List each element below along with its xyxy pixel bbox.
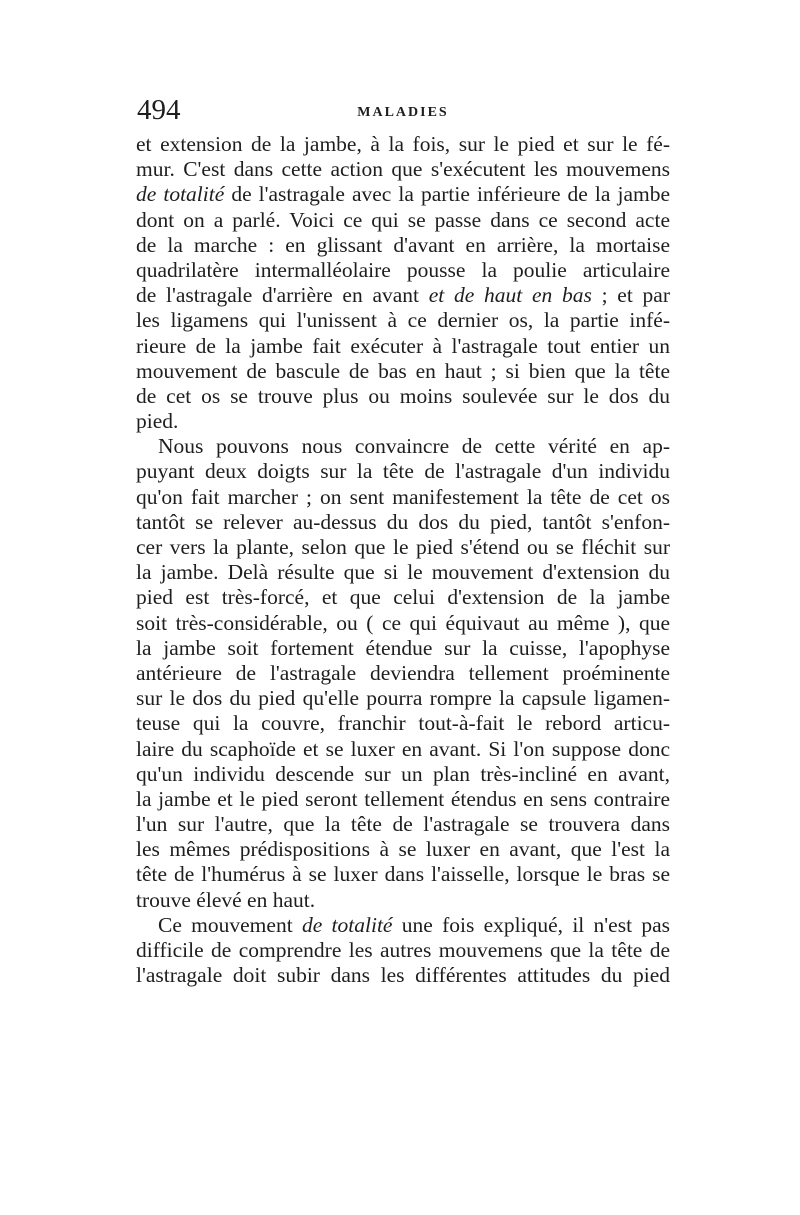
text-line: tantôt se relever au-dessus du dos du pied, tantôt s'enfon-: [136, 509, 670, 534]
text-line: de totalité de l'astragale avec la partie inférieure de la jambe: [136, 182, 670, 207]
text-line: qu'un individu descende sur un plan très-incliné en avant,: [136, 761, 670, 786]
text-line: l'astragale doit subir dans les différentes attitudes du pied: [136, 963, 670, 988]
text-line: les mêmes prédispositions à se luxer en avant, que l'est la: [136, 837, 670, 862]
text-line: et extension de la jambe, à la fois, sur le pied et sur le fé-: [136, 132, 670, 156]
text-line: Ce mouvement de totalité une fois expliqué, il n'est pas: [158, 912, 670, 937]
text-line: quadrilatère intermalléolaire pousse la poulie articulaire: [136, 257, 670, 282]
body-text: [136, 132, 670, 988]
text-line: tête de l'humérus à se luxer dans l'aisselle, lorsque le bras se: [136, 862, 670, 887]
text-line: la jambe et le pied seront tellement étendus en sens contraire: [136, 786, 670, 811]
text-line: dont on a parlé. Voici ce qui se passe dans ce second acte: [136, 207, 670, 232]
text-line: de cet os se trouve plus ou moins soulevée sur le dos du: [136, 383, 670, 408]
text-line: qu'on fait marcher ; on sent manifestement la tête de cet os: [136, 484, 670, 509]
paragraph-3: [136, 913, 670, 989]
text-line: mouvement de bascule de bas en haut ; si bien que la tête: [136, 358, 670, 383]
text-line: trouve élevé en haut.: [136, 887, 316, 912]
text-line: les ligamens qui l'unissent à ce dernier os, la partie infé-: [136, 308, 670, 333]
text-line: Nous pouvons nous convaincre de cette vérité en ap-: [158, 434, 670, 459]
text-line: pied.: [136, 409, 179, 434]
text-line: difficile de comprendre les autres mouvemens que la tête de: [136, 938, 670, 962]
text-line: sur le dos du pied qu'elle pourra rompre la capsule ligamen-: [136, 686, 670, 711]
text-line: la jambe. Delà résulte que si le mouvement d'extension du: [136, 560, 670, 585]
text-line: pied est très-forcé, et que celui d'extension de la jambe: [136, 585, 670, 610]
text-line: de l'astragale d'arrière en avant et de haut en bas ; et par: [136, 283, 670, 308]
text-line: puyant deux doigts sur la tête de l'astragale d'un individu: [136, 459, 670, 484]
text-line: de la marche : en glissant d'avant en arrière, la mortaise: [136, 232, 670, 257]
text-line: laire du scaphoïde et se luxer en avant. Si l'on suppose donc: [136, 736, 670, 761]
text-line: mur. C'est dans cette action que s'exécutent les mouvemens: [136, 157, 670, 182]
paragraph-2: [136, 434, 670, 913]
text-line: l'un sur l'autre, que la tête de l'astragale se trouvera dans: [136, 812, 670, 837]
paragraph-1: [136, 132, 670, 434]
page-header: [137, 90, 669, 130]
text-line: soit très-considérable, ou ( ce qui équivaut au même ), que: [136, 610, 670, 635]
text-line: antérieure de l'astragale deviendra tellement proéminente: [136, 660, 670, 685]
running-head: MALADIES: [357, 105, 449, 120]
text-line: cer vers la plante, selon que le pied s'étend ou se fléchit sur: [136, 535, 670, 559]
text-line: teuse qui la couvre, franchir tout-à-fait le rebord articu-: [136, 711, 670, 736]
text-line: la jambe soit fortement étendue sur la cuisse, l'apophyse: [136, 635, 670, 660]
page-number: 494: [137, 94, 181, 126]
text-line: rieure de la jambe fait exécuter à l'astragale tout entier un: [136, 333, 670, 358]
